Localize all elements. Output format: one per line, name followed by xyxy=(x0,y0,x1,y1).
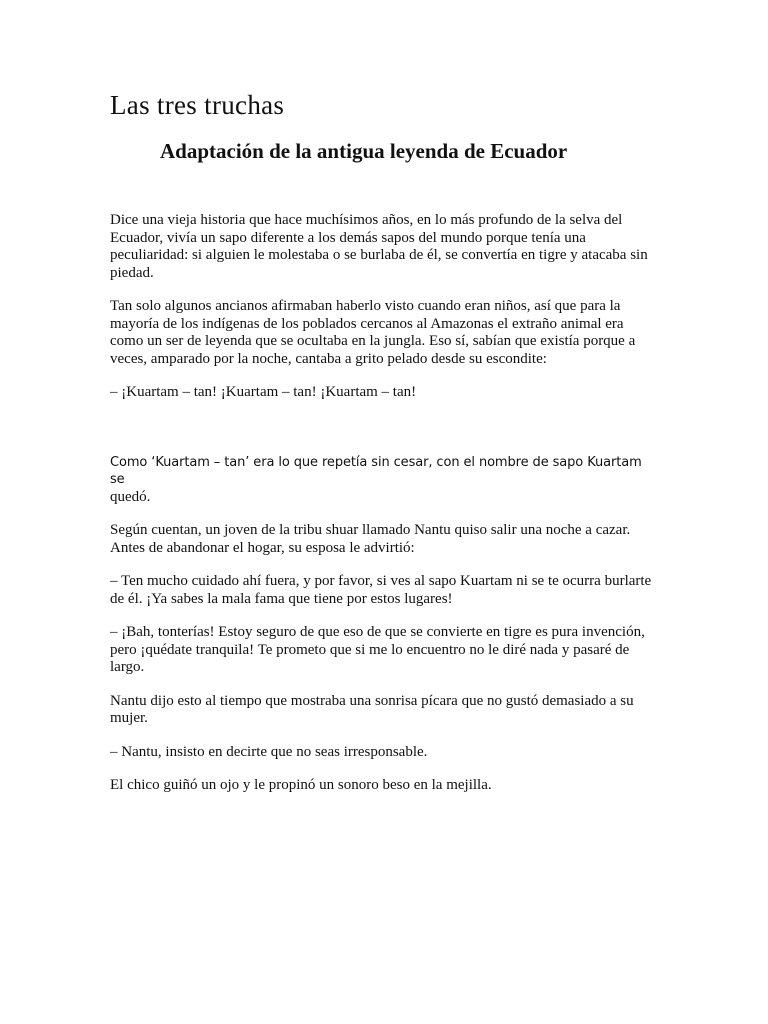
section-gap xyxy=(110,418,658,454)
paragraph-1: Dice una vieja historia que hace muchísimos años, en lo más profundo de la selva del Ecuador, vivía un sapo diferente a los demás sapos del mundo porque tenía una peculiaridad: si alguien le molestaba o se burlaba de él, se convertía en tigre y atacaba sin piedad. xyxy=(110,212,648,281)
paragraph-4-tail: quedó. xyxy=(110,488,151,505)
paragraph-7: – ¡Bah, tonterías! Estoy seguro de que eso de que se convierte en tigre es pura invención, pero ¡quédate tranquila! Te prometo que si me lo encuentro no le diré nada y pasaré de largo. xyxy=(110,624,645,675)
paragraph-10: El chico guiñó un ojo y le propinó un sonoro beso en la mejilla. xyxy=(110,777,492,793)
document-content xyxy=(110,88,658,793)
paragraph-2: Tan solo algunos ancianos afirmaban haberlo visto cuando eran niños, así que para la mayoría de los indígenas de los poblados cercanos al Amazonas el extraño animal era como un ser de leyenda que se ocultaba en la jungla. Eso sí, sabían que existía porque a veces, amparado por la noche, cantaba a grito pelado desde su escondite: xyxy=(110,298,636,367)
document-body xyxy=(110,212,658,811)
document-title: Las tres truchas xyxy=(110,90,285,120)
paragraph-4-lead: Como ‘Kuartam – tan’ era lo que repetía sin cesar, con el nombre de sapo Kuartam se xyxy=(110,454,642,487)
paragraph-6: – Ten mucho cuidado ahí fuera, y por favor, si ves al sapo Kuartam ni se te ocurra burlarte de él. ¡Ya sabes la mala fama que tiene por estos lugares! xyxy=(110,573,652,607)
paragraph-4 xyxy=(110,454,658,507)
paragraph-5: Según cuentan, un joven de la tribu shuar llamado Nantu quiso salir una noche a cazar. Antes de abandonar el hogar, su esposa le advirtió: xyxy=(110,522,631,556)
document-subtitle: Adaptación de la antigua leyenda de Ecuador xyxy=(160,139,568,163)
paragraph-3: – ¡Kuartam – tan! ¡Kuartam – tan! ¡Kuartam – tan! xyxy=(110,384,417,400)
paragraph-9: – Nantu, insisto en decirte que no seas irresponsable. xyxy=(110,743,428,760)
paragraph-8: Nantu dijo esto al tiempo que mostraba una sonrisa pícara que no gustó demasiado a su mujer. xyxy=(110,692,634,726)
